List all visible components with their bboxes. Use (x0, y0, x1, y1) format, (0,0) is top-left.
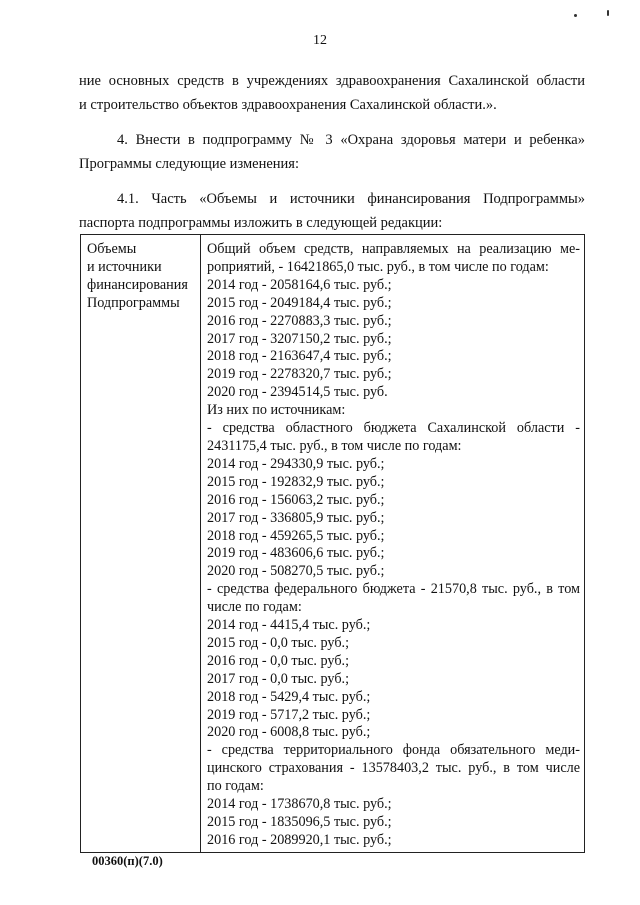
paragraph-item-4 (79, 129, 585, 176)
content-line: 2020 год - 2394514,5 тыс. руб. (207, 384, 388, 401)
content-line: Общий объем средств, направляемых на реализацию ме- (207, 241, 580, 257)
content-line: 2014 год - 1738670,8 тыс. руб.; (207, 796, 392, 813)
text-line: паспорта подпрограммы изложить в следующей редакции: (79, 214, 443, 231)
content-line: - средства областного бюджета Сахалинской области - (207, 420, 580, 437)
label-line: Подпрограммы (87, 294, 180, 311)
text-line: 4. Внести в подпрограмму № 3 «Охрана здоровья матери и ребенка» (117, 132, 585, 148)
page-number: 12 (313, 33, 327, 48)
content-line: 2020 год - 508270,5 тыс. руб.; (207, 563, 385, 580)
scan-speck (607, 10, 609, 16)
content-line: 2019 год - 483606,6 тыс. руб.; (207, 545, 385, 562)
content-line: 2017 год - 336805,9 тыс. руб.; (207, 509, 385, 526)
content-line: 2018 год - 459265,5 тыс. руб.; (207, 527, 385, 544)
content-line: роприятий, - 16421865,0 тыс. руб., в том числе по годам: (207, 258, 549, 275)
label-line: финансирования (87, 276, 188, 293)
passport-table (80, 234, 585, 853)
content-line: 2016 год - 156063,2 тыс. руб.; (207, 491, 385, 508)
content-line: 2015 год - 2049184,4 тыс. руб.; (207, 294, 392, 311)
content-line: 2016 год - 2089920,1 тыс. руб.; (207, 831, 392, 848)
content-line: 2019 год - 2278320,7 тыс. руб.; (207, 366, 392, 383)
content-line: 2019 год - 5717,2 тыс. руб.; (207, 706, 371, 723)
content-line: по годам: (207, 778, 264, 795)
content-line: 2018 год - 5429,4 тыс. руб.; (207, 688, 371, 705)
content-line: 2431175,4 тыс. руб., в том числе по годам: (207, 437, 462, 454)
text-line: 4.1. Часть «Объемы и источники финансирования Подпрограммы» (117, 191, 585, 207)
label-line: Объемы (87, 241, 137, 257)
content-line: - средства территориального фонда обязательного меди- (207, 742, 580, 759)
label-line: и источники (87, 258, 162, 275)
body-text (79, 70, 585, 235)
content-line: 2015 год - 192832,9 тыс. руб.; (207, 473, 385, 490)
content-line: 2020 год - 6008,8 тыс. руб.; (207, 724, 371, 741)
content-line: 2015 год - 0,0 тыс. руб.; (207, 634, 350, 651)
content-line: Из них по источникам: (207, 402, 346, 419)
text-line: и строительство объектов здравоохранения Сахалинской области.». (79, 96, 497, 113)
content-line: 2017 год - 0,0 тыс. руб.; (207, 670, 350, 687)
content-line: 2014 год - 4415,4 тыс. руб.; (207, 617, 371, 634)
table-label-cell (81, 235, 201, 853)
scan-speck (574, 14, 577, 17)
content-line: 2016 год - 0,0 тыс. руб.; (207, 652, 350, 669)
paragraph-continuation (79, 70, 585, 117)
document-code: 00360(п)(7.0) (92, 854, 163, 868)
table-row (81, 235, 585, 853)
content-line: - средства федерального бюджета - 21570,8 тыс. руб., в том (207, 581, 580, 598)
content-line: 2014 год - 2058164,6 тыс. руб.; (207, 276, 392, 293)
content-line: 2018 год - 2163647,4 тыс. руб.; (207, 348, 392, 365)
content-line: числе по годам: (207, 599, 302, 616)
text-line: ние основных средств в учреждениях здравоохранения Сахалинской области (79, 73, 585, 89)
content-line: 2014 год - 294330,9 тыс. руб.; (207, 455, 385, 472)
paragraph-item-4-1 (79, 188, 585, 235)
table-content-cell (201, 235, 585, 853)
text-line: Программы следующие изменения: (79, 155, 299, 172)
content-line: 2017 год - 3207150,2 тыс. руб.; (207, 330, 392, 347)
content-line: цинского страхования - 13578403,2 тыс. руб., в том числе (207, 760, 580, 777)
content-line: 2016 год - 2270883,3 тыс. руб.; (207, 312, 392, 329)
content-line: 2015 год - 1835096,5 тыс. руб.; (207, 814, 392, 830)
